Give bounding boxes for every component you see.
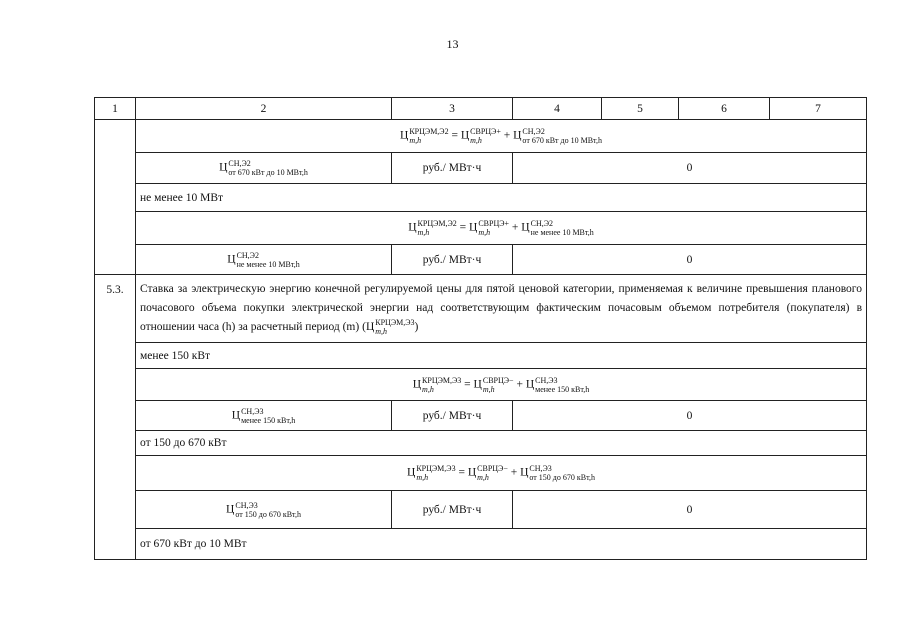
header-cell: 2 — [136, 98, 392, 120]
value-cell: 0 — [513, 401, 867, 431]
value-row — [95, 401, 867, 431]
header-row — [95, 98, 867, 120]
symbol-cell: Ц СН,Э2 не менее 10 МВт,h — [136, 245, 392, 275]
formula-row — [95, 369, 867, 401]
category-label: от 150 до 670 кВт — [136, 431, 867, 456]
symbol-cell: Ц СН,Э3 от 150 до 670 кВт,h — [136, 491, 392, 529]
unit-cell: руб./ МВт·ч — [392, 245, 513, 275]
label-row — [95, 184, 867, 212]
value-row — [95, 491, 867, 529]
item-row — [95, 275, 867, 343]
label-row — [95, 431, 867, 456]
formula-row — [95, 120, 867, 153]
value-cell: 0 — [513, 245, 867, 275]
category-label: от 670 кВт до 10 МВт — [136, 529, 867, 560]
label-row — [95, 529, 867, 560]
label-row — [95, 343, 867, 369]
unit-cell: руб./ МВт·ч — [392, 153, 513, 184]
header-cell: 4 — [513, 98, 602, 120]
unit-cell: руб./ МВт·ч — [392, 401, 513, 431]
value-row — [95, 245, 867, 275]
formula-row — [95, 456, 867, 491]
formula: Ц КРЦЭМ,Э3 m,h = Ц СВРЦЭ− m,h + Ц СН,Э3 менее 150 кВт,h — [136, 369, 867, 401]
value-cell: 0 — [513, 153, 867, 184]
formula: Ц КРЦЭМ,Э3 m,h = Ц СВРЦЭ− m,h + Ц СН,Э3 от 150 до 670 кВт,h — [136, 456, 867, 491]
item-description: Ставка за электрическую энергию конечной регулируемой цены для пятой ценовой категории, применяемая к величине превышения планового почасового объема покупки электрической энергии над соответствующим фактическим почасовым объемом потребителя (покупателя) в отношении часа (h) за расчетный период (m) (Ц КРЦЭМ,Э3 m,h ) — [136, 275, 867, 343]
item-number: 5.3. — [95, 275, 136, 560]
header-cell: 7 — [770, 98, 867, 120]
category-label: не менее 10 МВт — [136, 184, 867, 212]
header-cell: 3 — [392, 98, 513, 120]
formula: Ц КРЦЭМ,Э2 m,h = Ц СВРЦЭ+ m,h + Ц СН,Э2 от 670 кВт до 10 МВт,h — [136, 120, 867, 153]
symbol-cell: Ц СН,Э3 менее 150 кВт,h — [136, 401, 392, 431]
header-cell: 5 — [602, 98, 679, 120]
category-label: менее 150 кВт — [136, 343, 867, 369]
value-cell: 0 — [513, 491, 867, 529]
number-cell-empty — [95, 120, 136, 275]
header-cell: 6 — [679, 98, 770, 120]
value-row — [95, 153, 867, 184]
formula-row — [95, 212, 867, 245]
formula: Ц КРЦЭМ,Э2 m,h = Ц СВРЦЭ+ m,h + Ц СН,Э2 не менее 10 МВт,h — [136, 212, 867, 245]
header-cell: 1 — [95, 98, 136, 120]
symbol-cell: Ц СН,Э2 от 670 кВт до 10 МВт,h — [136, 153, 392, 184]
page-number: 13 — [446, 37, 459, 51]
tariff-table — [94, 97, 867, 560]
unit-cell: руб./ МВт·ч — [392, 491, 513, 529]
